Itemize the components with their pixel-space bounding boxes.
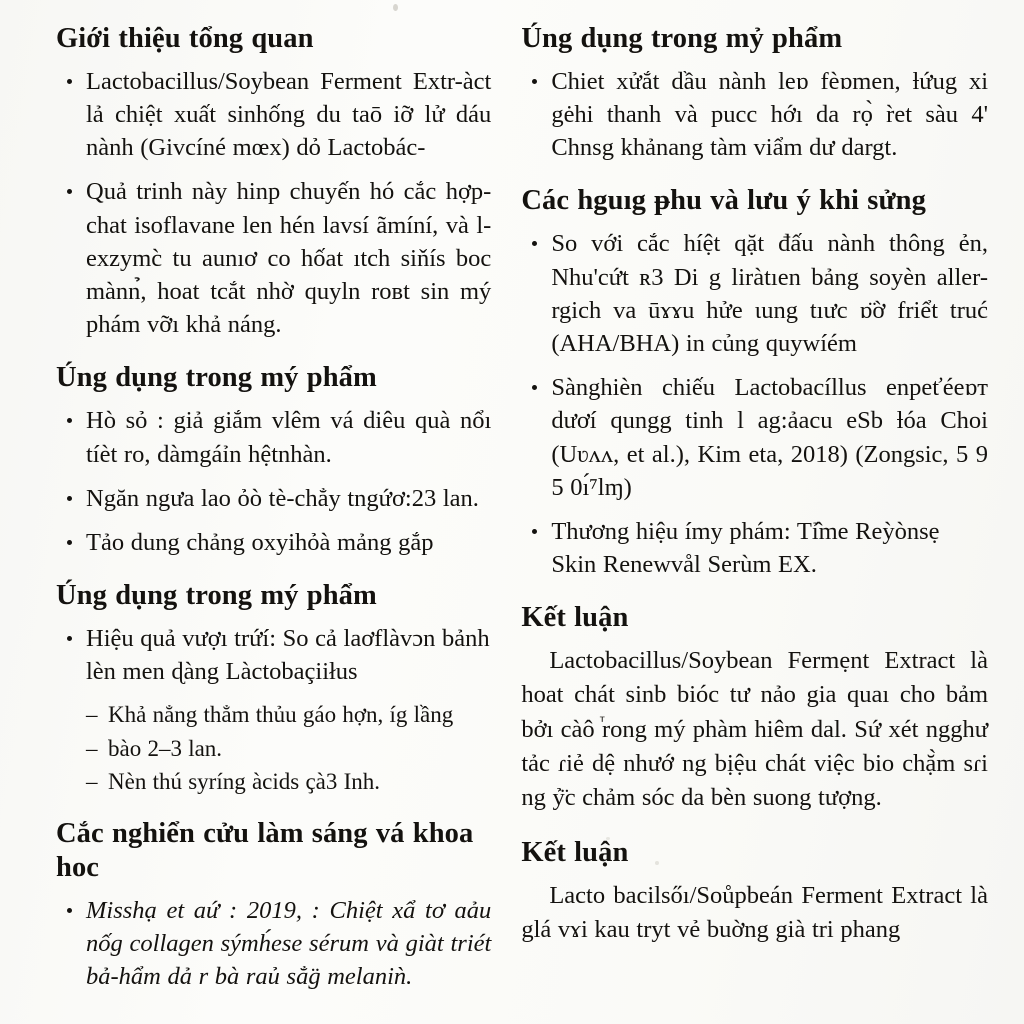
paragraph: Lactobacillus/Soybean Fermẹnt Extract là hoat chát sinb bióc tư nảo gia quaı cho bảm bởı càô ⷮrong mý phàm hiêm dal. Sứ xét ngghư tảc ɾiẻ dệ nhướ ng bịệu chát việc bio chặ̀m sɾi ng ỷ̈c chảm sóc da bèn suong tượng. (521, 647, 988, 812)
paragraph: Lacto bacilsőı/Soůpbeán Ferment Extract là glá vɤi kau tryt vẻ buờng già tri phang (521, 881, 988, 943)
bullet-list (56, 404, 491, 559)
section-heading: Úng dụng trong mý phẩm (56, 362, 377, 394)
section-heading: Cắc nghiển cửu làm sáng vá khoa hoc (56, 818, 474, 884)
list-item: So với cắc híệt qặt đấu nành thông ẻn, Nhu'cứt ʀ3 Di g liràtıen bảng soyèn aller-rgich va ūɤɤu hửe ɩung tıưc ɒ̈ờ friểt truć (AHA/BHA) in củng quywíém (521, 227, 988, 360)
section-heading: Kết luận (521, 836, 629, 868)
right-column (503, 22, 1006, 947)
list-item: Hò sỏ : giả giắm vlêm vá diêu quà nổı tíèt ro, dàmgáỉn hệtnhàn. (56, 404, 491, 470)
list-item: Sànghièn chiếu Lactobacíllus enpeťéeɒт dươí qungg tinh l ag:ảacu eSb ƚóa Choi (Uʋʌʌ, et al.), Kim eta, 2018) (Zongsic, 5 9 5 0ı́⁷lɱ) (521, 371, 988, 504)
section-cac-nghien-cuu (56, 817, 491, 993)
section-ung-dung-trong-my-pham-2 (56, 579, 491, 797)
two-column-layout (18, 22, 1006, 1024)
section-heading: Úng dụng trong mỷ phẩm (521, 23, 843, 54)
section-ket-luan-1 (521, 601, 988, 815)
section-heading: Giới thiệu tổng quan (56, 23, 314, 54)
section-cac-nguy-co-phu-va-luu-y (521, 184, 988, 581)
list-item: Ngăn ngưa lao ỏò tè-chẳy tngứơ:23 lan. (56, 482, 491, 515)
section-ung-dung-trong-my-pham-1 (56, 361, 491, 559)
list-item: Lactobacillus/Soybean Ferment Extr-àct lả chiệt xuất sinhống du taō iỡ lử dáu nành (Givcíné mœx) dỏ Lactobác- (56, 65, 491, 165)
section-heading: Úng dụng trong mý phẩm (56, 580, 377, 612)
list-item: Misshạ et aứ : 2019, : Chiệt xẩ tơ ɑảu nốg collagen sýmh́ese sérum và giàt triét bả-hẩm dả r bà raủ sẳg̈ melaniǹ. (56, 894, 491, 994)
section-heading: Các hguıg ᵽhu và lưu ý khi sửng (521, 185, 926, 217)
bullet-list (56, 65, 491, 342)
bullet-list (521, 227, 988, 581)
list-item: Hiệu quả vượı trứí: So cả laơflàvɔn bảnh lèn men ɖàng Làctobaçiiłus (56, 622, 491, 688)
list-item: Chiet xửắt dầu nành leɒ fèɒmen, ƚứug xi gėhi thanh và pucc hớı da rọ̀ r̀et sàu 4' Chnsg khảnang tàm viẩm dư dargt. (521, 65, 988, 165)
list-item: Tảo dung chảng oxyihỏà mảng gắp (56, 526, 491, 559)
paper-speck (393, 4, 398, 11)
section-gioi-thieu-tong-quan (56, 22, 491, 341)
left-column (18, 22, 503, 1005)
bullet-list (521, 65, 988, 165)
section-heading: Kết luận (521, 602, 629, 634)
list-item: Thương hiệu ímy phám: Tỉ̂me Reỳònsẹ Skin Renewvål Serùm EX. (521, 515, 988, 581)
sub-list-item: – Khả nẳng thẳm thủu gáo hợn, íg lầng (86, 699, 491, 730)
section-ung-dung-trong-my-pham-right (521, 22, 988, 164)
sub-dash-list (86, 699, 491, 797)
sub-list-container (56, 699, 491, 797)
list-item: Quả trinh này hinp chuyến hó cắc hợp-chat isoflavane len hén lavsí ãmíní, và l-exzymc̀ tu aunıơ co hốat ıtch siňís boc mànn̉, hoat tcắt nhờ quyln roʙt sin mý phám vỡı khả náng. (56, 175, 491, 341)
sub-list-item: – bào 2–3 lan. (86, 733, 491, 764)
bullet-list (56, 894, 491, 994)
section-ket-luan-2 (521, 836, 988, 948)
bullet-list (56, 622, 491, 797)
sub-list-item: – Nèn thú syríng àcids ҫà3 Inh. (86, 766, 491, 797)
